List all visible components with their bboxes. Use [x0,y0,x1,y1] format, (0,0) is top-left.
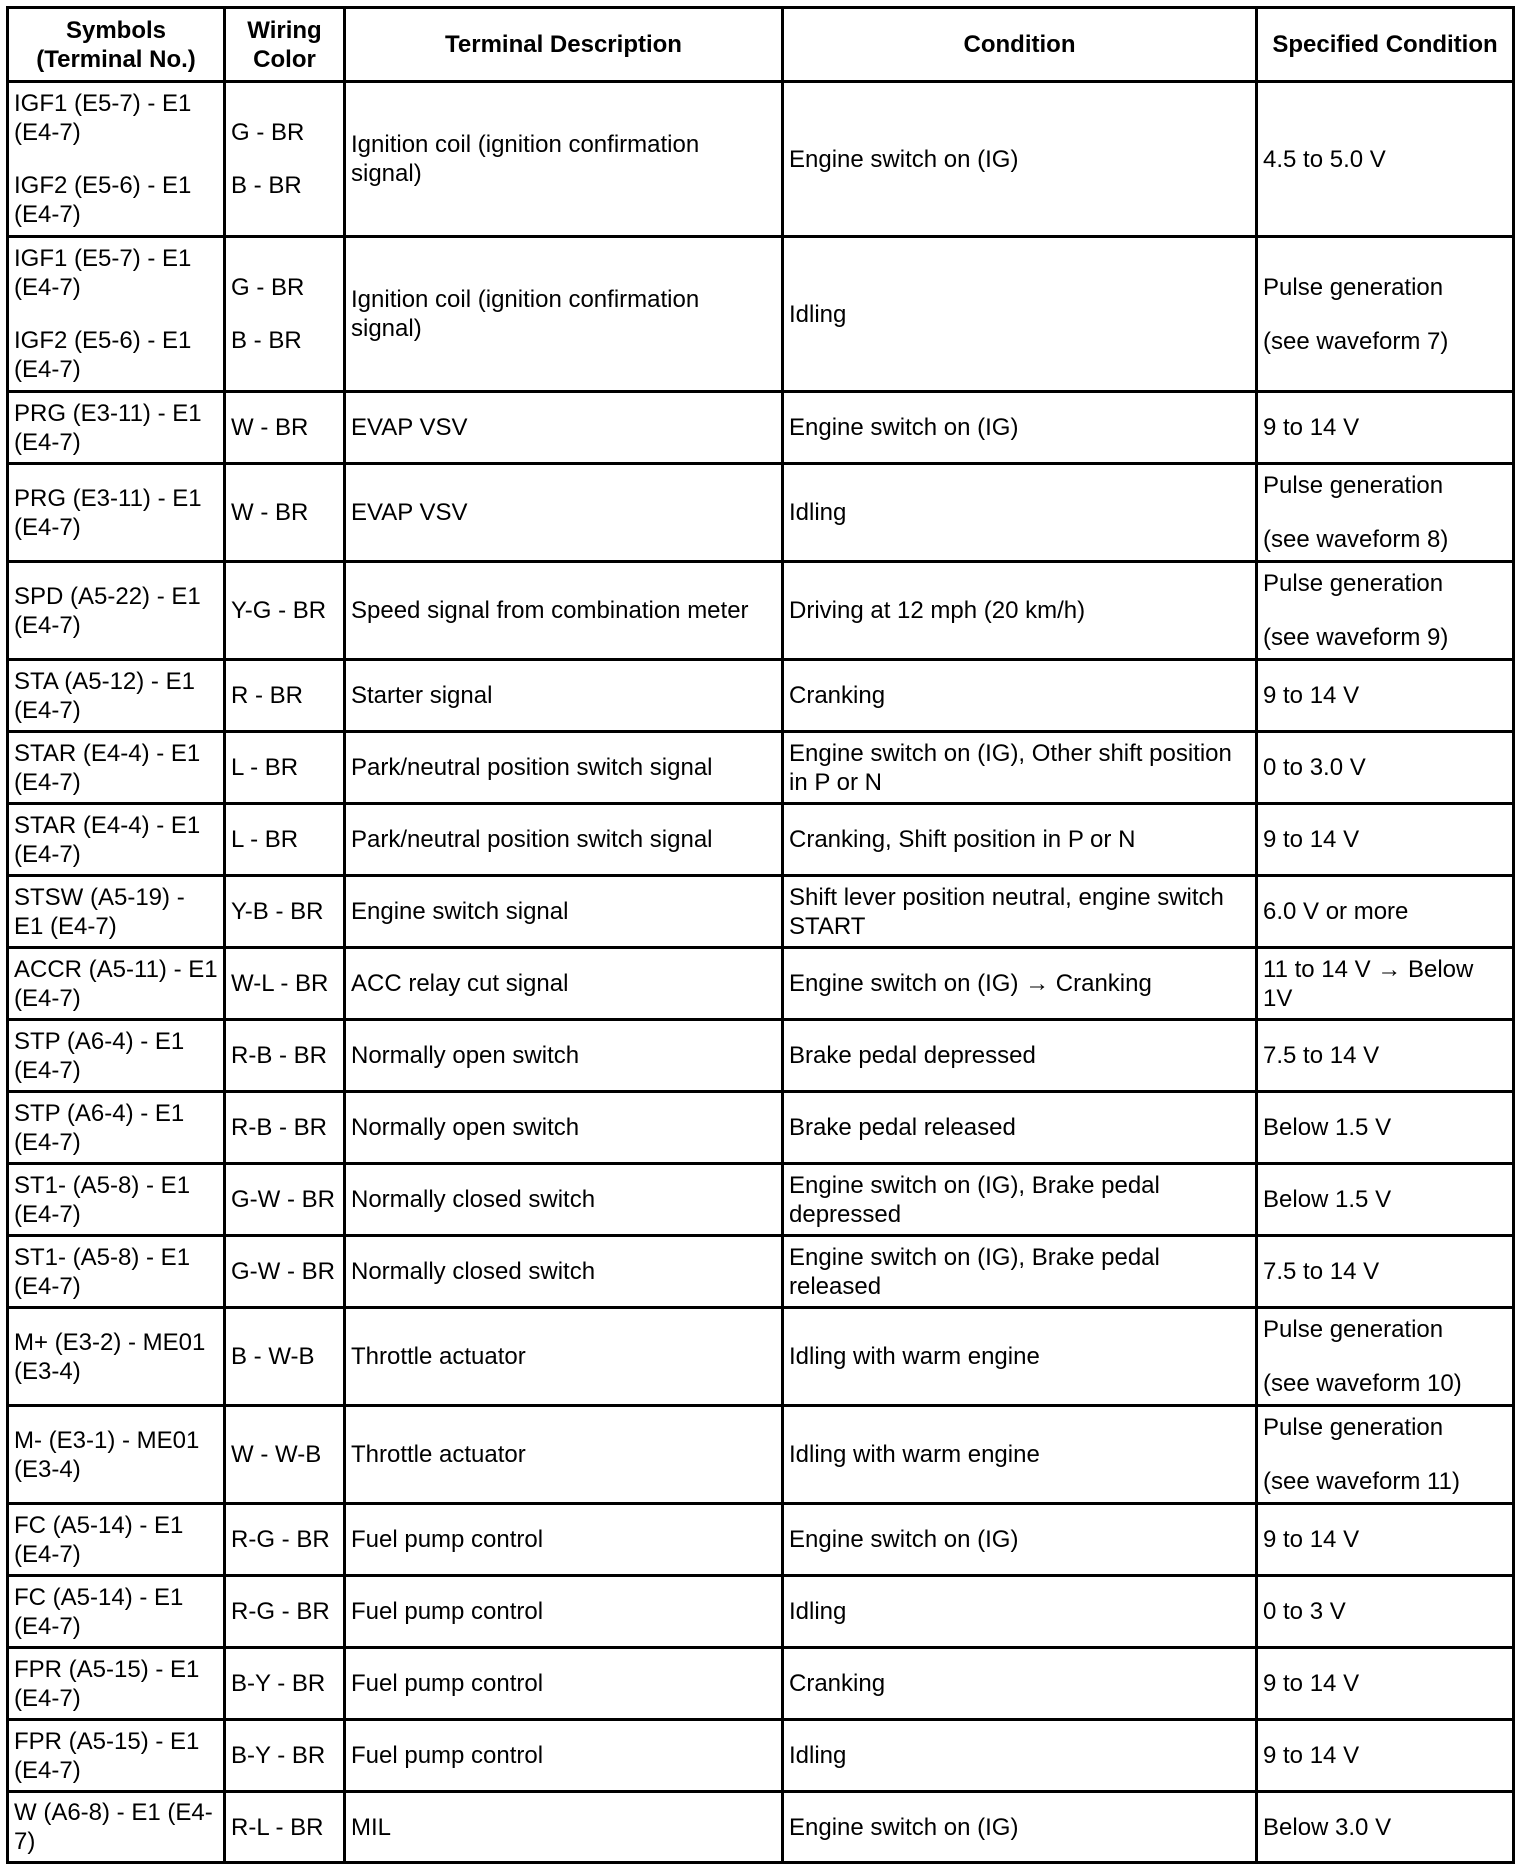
cell-symbols [8,562,225,660]
cell-specified-condition [1257,1164,1514,1236]
cell-wiring-color [225,1792,345,1863]
cell-wiring-color [225,948,345,1020]
cell-condition [783,1504,1257,1576]
cell-condition [783,804,1257,876]
specified-text: 9 to 14 V [1263,1670,1360,1697]
cell-specified-condition [1257,948,1514,1020]
cell-wiring-color [225,464,345,562]
cell-condition [783,660,1257,732]
cell-specified-condition [1257,1020,1514,1092]
cell-symbols [8,1406,225,1504]
table-row [8,1406,1514,1504]
cell-wiring-color [225,660,345,732]
cell-condition [783,1792,1257,1863]
cell-wiring-color [225,237,345,392]
description-text: Normally open switch [351,1042,580,1069]
description-text: EVAP VSV [351,414,468,441]
symbol-text: M+ (E3-2) - ME01 (E3-4) [14,1328,206,1385]
condition-text: Cranking, Shift position in P or N [789,826,1136,853]
cell-terminal-description [345,1504,783,1576]
cell-condition [783,732,1257,804]
description-text: Fuel pump control [351,1670,544,1697]
condition-text: Cranking [789,1670,886,1697]
cell-terminal-description [345,82,783,237]
wiring-text: L - BR [231,826,299,853]
description-text: Normally closed switch [351,1186,596,1213]
cell-condition [783,562,1257,660]
condition-text: Engine switch on (IG), Other shift position in P or N [789,739,1232,796]
condition-text: Idling [789,300,847,328]
specified-text: Pulse generation [1263,472,1444,499]
cell-symbols [8,1504,225,1576]
wiring-text: L - BR [231,754,299,781]
table-row [8,1092,1514,1164]
symbol-text: FC (A5-14) - E1 (E4-7) [14,1511,184,1568]
specified-text: 0 to 3 V [1263,1598,1346,1625]
table-header [8,8,1514,82]
cell-symbols [8,1236,225,1308]
wiring-text: R-B - BR [231,1042,327,1069]
table-row [8,1720,1514,1792]
description-text: Ignition coil (ignition confirmation signal) [351,286,700,342]
cell-wiring-color [225,1406,345,1504]
description-text: Fuel pump control [351,1742,544,1769]
table-body [8,82,1514,1863]
cell-specified-condition [1257,237,1514,392]
cell-specified-condition [1257,1504,1514,1576]
table-row [8,237,1514,392]
cell-wiring-color [225,392,345,464]
cell-specified-condition [1257,804,1514,876]
cell-terminal-description [345,660,783,732]
wiring-text: B-Y - BR [231,1742,326,1769]
specified-text: 9 to 14 V [1263,1742,1360,1769]
wiring-text: B - W-B [231,1343,315,1370]
symbol-text: FPR (A5-15) - E1 (E4-7) [14,1655,200,1712]
specified-text: (see waveform 7) [1263,327,1449,355]
wiring-text: R-G - BR [231,1526,330,1553]
cell-condition [783,1648,1257,1720]
header-wiring-color [225,8,345,82]
header-terminal-description [345,8,783,82]
cell-symbols [8,1164,225,1236]
symbol-text: STAR (E4-4) - E1 (E4-7) [14,739,201,796]
specified-text: Pulse generation [1263,273,1444,301]
wiring-text: G - BR [231,119,305,146]
wiring-text: Y-B - BR [231,898,324,925]
table-row [8,1020,1514,1092]
condition-text: Shift lever position neutral, engine switch START [789,883,1224,940]
cell-specified-condition [1257,732,1514,804]
wiring-text: W-L - BR [231,970,329,997]
symbol-text: ST1- (A5-8) - E1 (E4-7) [14,1171,191,1228]
specified-text: Pulse generation [1263,1316,1444,1343]
table-row [8,562,1514,660]
cell-specified-condition [1257,1092,1514,1164]
description-text: Park/neutral position switch signal [351,754,713,781]
description-text: Ignition coil (ignition confirmation signal) [351,131,700,187]
specified-text: Below 3.0 V [1263,1813,1392,1841]
cell-wiring-color [225,1164,345,1236]
table-row [8,82,1514,237]
wiring-text: W - BR [231,414,309,441]
description-text: Park/neutral position switch signal [351,826,713,853]
table-row [8,1504,1514,1576]
cell-condition [783,876,1257,948]
cell-terminal-description [345,237,783,392]
cell-condition [783,1720,1257,1792]
symbol-text: IGF2 (E5-6) - E1 (E4-7) [14,327,192,383]
cell-wiring-color [225,1236,345,1308]
symbol-text: SPD (A5-22) - E1 (E4-7) [14,582,201,639]
symbol-text: STSW (A5-19) - E1 (E4-7) [14,883,185,940]
specified-text: (see waveform 9) [1263,624,1449,651]
header-symbols [8,8,225,82]
wiring-text: R-L - BR [231,1813,324,1841]
cell-terminal-description [345,804,783,876]
cell-condition [783,1092,1257,1164]
cell-condition [783,392,1257,464]
specified-text: Pulse generation [1263,1414,1444,1441]
description-text: Fuel pump control [351,1526,544,1553]
symbol-text: PRG (E3-11) - E1 (E4-7) [14,484,202,541]
wiring-text: W - BR [231,499,309,526]
table-row [8,948,1514,1020]
header-specified-condition [1257,8,1514,82]
table-row [8,464,1514,562]
cell-condition [783,464,1257,562]
specified-text: 4.5 to 5.0 V [1263,145,1386,173]
cell-specified-condition [1257,1648,1514,1720]
cell-condition [783,237,1257,392]
wiring-text: W - W-B [231,1441,322,1468]
condition-text: Idling with warm engine [789,1343,1040,1370]
description-text: Engine switch signal [351,898,569,925]
specified-text: (see waveform 10) [1263,1370,1462,1397]
symbol-text: STP (A6-4) - E1 (E4-7) [14,1099,185,1156]
cell-symbols [8,1092,225,1164]
cell-symbols [8,660,225,732]
cell-specified-condition [1257,82,1514,237]
symbol-text: ACCR (A5-11) - E1 (E4-7) [14,955,218,1012]
cell-wiring-color [225,1720,345,1792]
condition-text: Idling [789,1742,847,1769]
specified-text: 0 to 3.0 V [1263,754,1366,781]
cell-condition [783,1576,1257,1648]
wiring-text: R-B - BR [231,1114,327,1141]
cell-wiring-color [225,82,345,237]
symbol-text: IGF2 (E5-6) - E1 (E4-7) [14,172,192,228]
condition-text: Brake pedal released [789,1114,1016,1141]
cell-terminal-description [345,732,783,804]
table-row [8,804,1514,876]
cell-symbols [8,1020,225,1092]
condition-text: Engine switch on (IG) [789,1813,1019,1841]
cell-symbols [8,82,225,237]
header-symbols-label: Symbols (Terminal No.) [36,16,196,73]
symbol-text: FC (A5-14) - E1 (E4-7) [14,1583,184,1640]
condition-text: Engine switch on (IG) [789,1526,1019,1553]
cell-condition [783,1308,1257,1406]
description-text: Normally closed switch [351,1258,596,1285]
header-condition [783,8,1257,82]
cell-wiring-color [225,1308,345,1406]
cell-symbols [8,392,225,464]
cell-specified-condition [1257,660,1514,732]
cell-symbols [8,876,225,948]
cell-symbols [8,948,225,1020]
cell-terminal-description [345,1648,783,1720]
description-text: EVAP VSV [351,499,468,526]
table-row [8,1576,1514,1648]
cell-specified-condition [1257,1308,1514,1406]
terminal-table [6,6,1515,1864]
specified-text: 9 to 14 V [1263,1526,1360,1553]
specified-text: 9 to 14 V [1263,826,1360,853]
specified-text: (see waveform 11) [1263,1468,1460,1495]
wiring-text: B-Y - BR [231,1670,326,1697]
cell-wiring-color [225,732,345,804]
table-row [8,1648,1514,1720]
description-text: ACC relay cut signal [351,970,569,997]
cell-symbols [8,1720,225,1792]
cell-terminal-description [345,392,783,464]
description-text: Starter signal [351,682,493,709]
description-text: Speed signal from combination meter [351,597,749,624]
specified-text: 6.0 V or more [1263,898,1409,925]
symbol-text: IGF1 (E5-7) - E1 (E4-7) [14,245,192,301]
terminal-table-sheet [6,6,1512,1864]
symbol-text: STA (A5-12) - E1 (E4-7) [14,667,195,724]
cell-terminal-description [345,1308,783,1406]
cell-condition [783,1020,1257,1092]
cell-terminal-description [345,876,783,948]
symbol-text: ST1- (A5-8) - E1 (E4-7) [14,1243,191,1300]
wiring-text: B - BR [231,327,302,354]
wiring-text: G-W - BR [231,1258,335,1285]
cell-symbols [8,804,225,876]
cell-terminal-description [345,1020,783,1092]
cell-symbols [8,1648,225,1720]
table-row [8,1792,1514,1863]
cell-wiring-color [225,1504,345,1576]
table-row [8,732,1514,804]
condition-text: Idling [789,499,847,526]
specified-text: Below 1.5 V [1263,1186,1392,1213]
cell-wiring-color [225,1576,345,1648]
cell-wiring-color [225,804,345,876]
header-specified-label: Specified Condition [1272,31,1498,58]
cell-condition [783,82,1257,237]
condition-text: Engine switch on (IG), Brake pedal depressed [789,1171,1160,1228]
condition-text: Brake pedal depressed [789,1042,1036,1069]
description-text: Normally open switch [351,1114,580,1141]
cell-specified-condition [1257,464,1514,562]
cell-terminal-description [345,1406,783,1504]
cell-wiring-color [225,562,345,660]
cell-specified-condition [1257,1236,1514,1308]
wiring-text: G-W - BR [231,1186,335,1213]
symbol-text: STP (A6-4) - E1 (E4-7) [14,1027,185,1084]
symbol-text: FPR (A5-15) - E1 (E4-7) [14,1727,200,1784]
cell-symbols [8,732,225,804]
cell-specified-condition [1257,1720,1514,1792]
cell-wiring-color [225,1020,345,1092]
condition-text: Cranking [789,682,886,709]
description-text: Throttle actuator [351,1441,526,1468]
cell-specified-condition [1257,392,1514,464]
header-description-label: Terminal Description [445,31,682,58]
condition-text: Idling with warm engine [789,1441,1040,1468]
cell-specified-condition [1257,1406,1514,1504]
specified-text: 9 to 14 V [1263,682,1360,709]
wiring-text: B - BR [231,172,302,199]
cell-symbols [8,1576,225,1648]
cell-condition [783,1236,1257,1308]
symbol-text: STAR (E4-4) - E1 (E4-7) [14,811,201,868]
condition-text: Idling [789,1598,847,1625]
description-text: Throttle actuator [351,1343,526,1370]
table-row [8,392,1514,464]
wiring-text: Y-G - BR [231,597,327,624]
specified-text: 9 to 14 V [1263,414,1360,441]
condition-text: Engine switch on (IG) → Cranking [789,970,1152,997]
cell-wiring-color [225,876,345,948]
description-text: Fuel pump control [351,1598,544,1625]
condition-text: Engine switch on (IG), Brake pedal released [789,1243,1160,1300]
description-text: MIL [351,1813,392,1841]
cell-symbols [8,1308,225,1406]
cell-terminal-description [345,1720,783,1792]
cell-specified-condition [1257,1792,1514,1863]
header-row [8,8,1514,82]
cell-wiring-color [225,1092,345,1164]
wiring-text: R - BR [231,682,303,709]
cell-terminal-description [345,464,783,562]
condition-text: Engine switch on (IG) [789,414,1019,441]
cell-terminal-description [345,1164,783,1236]
specified-text: Below 1.5 V [1263,1114,1392,1141]
specified-text: 11 to 14 V → Below 1V [1263,955,1474,1012]
cell-symbols [8,1792,225,1863]
table-row [8,1236,1514,1308]
cell-condition [783,1164,1257,1236]
cell-wiring-color [225,1648,345,1720]
cell-terminal-description [345,562,783,660]
symbol-text: W (A6-8) - E1 (E4-7) [14,1799,213,1855]
table-row [8,1308,1514,1406]
symbol-text: IGF1 (E5-7) - E1 (E4-7) [14,90,192,146]
condition-text: Driving at 12 mph (20 km/h) [789,597,1086,624]
cell-specified-condition [1257,1576,1514,1648]
specified-text: Pulse generation [1263,570,1444,597]
cell-specified-condition [1257,876,1514,948]
header-condition-label: Condition [963,31,1076,58]
table-row [8,876,1514,948]
cell-symbols [8,464,225,562]
cell-terminal-description [345,1792,783,1863]
cell-condition [783,1406,1257,1504]
cell-condition [783,948,1257,1020]
table-row [8,1164,1514,1236]
cell-terminal-description [345,1576,783,1648]
wiring-text: R-G - BR [231,1598,330,1625]
cell-specified-condition [1257,562,1514,660]
specified-text: 7.5 to 14 V [1263,1258,1380,1285]
symbol-text: PRG (E3-11) - E1 (E4-7) [14,399,202,456]
wiring-text: G - BR [231,274,305,301]
cell-terminal-description [345,948,783,1020]
cell-terminal-description [345,1092,783,1164]
specified-text: (see waveform 8) [1263,526,1449,553]
cell-symbols [8,237,225,392]
specified-text: 7.5 to 14 V [1263,1042,1380,1069]
condition-text: Engine switch on (IG) [789,145,1019,173]
table-row [8,660,1514,732]
symbol-text: M- (E3-1) - ME01 (E3-4) [14,1426,200,1483]
cell-terminal-description [345,1236,783,1308]
header-wiring-label: Wiring Color [247,16,322,73]
